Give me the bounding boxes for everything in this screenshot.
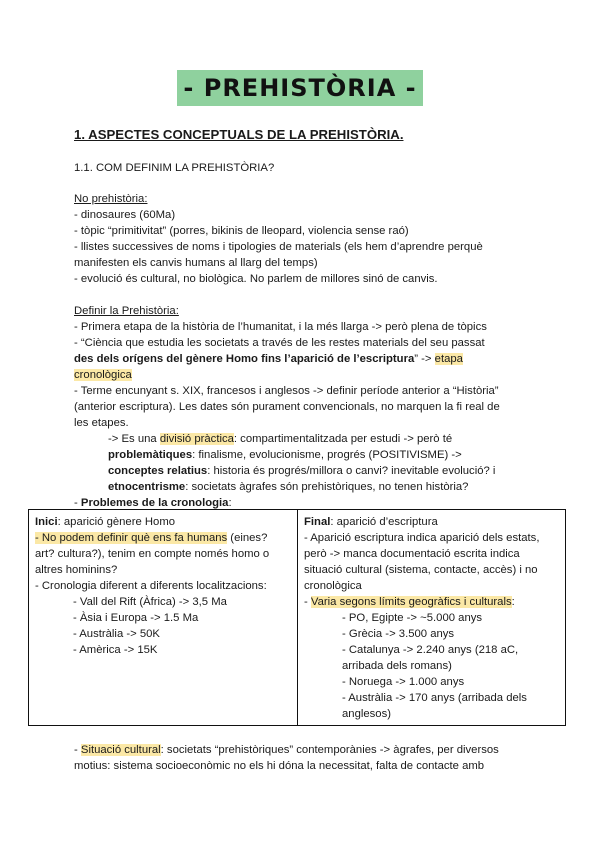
definir-heading: Definir la Prehistòria: [74, 305, 179, 317]
bold-text: Inici [35, 516, 58, 528]
text: : aparició d’escriptura [330, 516, 438, 528]
indented-line [74, 431, 544, 447]
text: -> Es una [108, 433, 160, 445]
highlight-text: divisió pràctica [159, 433, 234, 445]
text: : societats “prehistòriques” contemporànies -> àgrafes, per diversos [160, 744, 499, 756]
definir-line [74, 367, 544, 383]
text: ” -> [414, 353, 435, 365]
text: : [511, 596, 515, 608]
text: : societats àgrafes són prehistòriques, no tenen història? [185, 481, 469, 493]
list-item: manifesten els canvis humans al llarg del temps) [74, 257, 318, 269]
definir-line: les etapes. [74, 417, 129, 429]
definir-block [74, 303, 544, 511]
text: : aparició gènere Homo [57, 516, 176, 528]
cell-heading [304, 514, 559, 530]
cell-line: - Cronologia diferent a diferents localitzacions: [35, 580, 267, 592]
text: : finalisme, evolucionisme, progrés (POSITIVISME) -> [192, 449, 462, 461]
list-item: arribada dels romans) [342, 660, 452, 672]
cell-line: però -> manca documentació escrita indica [304, 548, 520, 560]
subsection-heading: 1.1. COM DEFINIM LA PREHISTÒRIA? [74, 162, 275, 174]
text: (eines? [227, 532, 268, 544]
cell-line: - Aparició escriptura indica aparició dels estats, [304, 532, 540, 544]
no-prehistoria-heading: No prehistòria: [74, 193, 148, 205]
definir-line: - Terme encunyant s. XIX, francesos i anglesos -> definir període anterior a “Història” [74, 385, 499, 397]
table-cell-final [298, 510, 565, 725]
highlight-text: Varia segons límits geogràfics i culturals [310, 596, 512, 608]
cell-line [35, 530, 291, 546]
indented-line [74, 447, 544, 463]
indented-line [74, 463, 544, 479]
highlight-text: Situació cultural [80, 744, 161, 756]
bottom-line: motius: sistema socioeconòmic no els hi dóna la necessitat, falta de contacte amb [74, 760, 485, 772]
definir-line [74, 351, 544, 367]
cell-line: situació cultural (sistema, contacte, accès) i no [304, 564, 538, 576]
section-heading: 1. ASPECTES CONCEPTUALS DE LA PREHISTÒRIA. [74, 127, 404, 142]
text: : [228, 497, 232, 509]
indented-line [74, 479, 544, 495]
list-item: - Àsia i Europa -> 1.5 Ma [73, 612, 199, 624]
bold-text: Final [304, 516, 331, 528]
list-item: - Amèrica -> 15K [73, 644, 158, 656]
cell-heading [35, 514, 291, 530]
chronology-table [28, 509, 566, 726]
list-item: - Grècia -> 3.500 anys [342, 628, 455, 640]
bold-text: problemàtiques [108, 449, 193, 461]
definir-line: (anterior escriptura). Les dates són purament convencionals, no marquen la fi real de [74, 401, 500, 413]
list-item: - PO, Egipte -> ~5.000 anys [342, 612, 483, 624]
list-item: - evolució és cultural, no biològica. No parlem de millores sinó de canvis. [74, 273, 438, 285]
text: - [74, 497, 81, 509]
highlight-text: cronològica [74, 369, 132, 381]
text: - [304, 596, 311, 608]
highlight-text: - No podem definir què ens fa humans [35, 532, 228, 544]
list-item: - llistes successives de noms i tipologies de materials (els hem d’aprendre perquè [74, 241, 483, 253]
situacio-cultural-block [74, 742, 544, 774]
text: : compartimentalitzada per estudi -> però té [233, 433, 453, 445]
cell-line: altres hominins? [35, 564, 118, 576]
list-item: - Austràlia -> 50K [73, 628, 160, 640]
cell-line [304, 594, 559, 610]
cell-line: art? cultura?), tenim en compte només homo o [35, 548, 270, 560]
text: - [74, 744, 81, 756]
definir-line: - Primera etapa de la història de l’humanitat, i la més llarga -> però plena de tòpics [74, 321, 487, 333]
title-wrap [0, 70, 600, 106]
list-item: anglesos) [342, 708, 391, 720]
bold-text: etnocentrisme [108, 481, 186, 493]
list-item: - Catalunya -> 2.240 anys (218 aC, [342, 644, 519, 656]
bold-text: des dels orígens del gènere Homo fins l’aparició de l’escriptura [74, 353, 415, 365]
list-item: - Austràlia -> 170 anys (arribada dels [342, 692, 527, 704]
list-item: - Noruega -> 1.000 anys [342, 676, 465, 688]
no-prehistoria-block [74, 191, 534, 287]
highlight-text: etapa [434, 353, 463, 365]
definir-line: - “Ciència que estudia les societats a través de les restes materials del seu passat [74, 337, 485, 349]
list-item: - Vall del Rift (Àfrica) -> 3,5 Ma [73, 596, 227, 608]
text: : historia és progrés/millora o canvi? inevitable evolució? i [207, 465, 496, 477]
bold-text: conceptes relatius [108, 465, 208, 477]
cell-line: cronològica [304, 580, 362, 592]
table-cell-inici [29, 510, 298, 725]
bottom-line [74, 742, 544, 758]
list-item: - tòpic “primitivitat” (porres, bikinis de lleopard, violencia sense raó) [74, 225, 409, 237]
list-item: - dinosaures (60Ma) [74, 209, 176, 221]
page-title: - PREHISTÒRIA - [177, 70, 422, 106]
bold-text: Problemes de la cronologia [80, 497, 229, 509]
